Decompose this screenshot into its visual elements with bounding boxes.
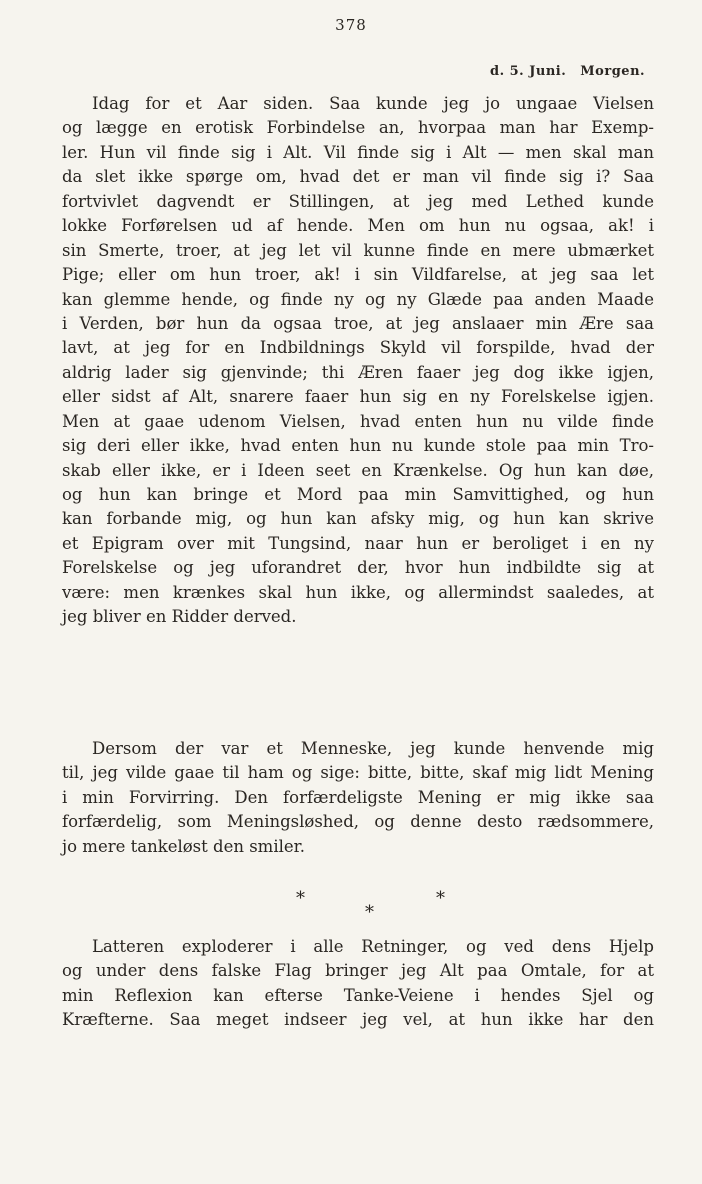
text-line: Men at gaae udenom Vielsen, hvad enten hun nu vilde finde	[62, 411, 654, 431]
text-line: lavt, at jeg for en Indbildnings Skyld vil forspilde, hvad der	[62, 338, 654, 358]
text-line: i min Forvirring. Den forfærdeligste Mening er mig ikke saa	[62, 787, 654, 807]
text-line: jo mere tankeløst den smiler.	[62, 836, 305, 856]
text-line: kan glemme hende, og finde ny og ny Glæde paa anden Maade	[62, 289, 654, 309]
text-line: Forelskelse og jeg uforandret der, hvor hun indbildte sig at	[62, 558, 654, 578]
text-line: Dersom der var et Menneske, jeg kunde henvende mig	[92, 739, 654, 758]
paragraph-2	[62, 737, 654, 859]
text-line: fortvivlet dagvendt er Stillingen, at jeg med Lethed kunde	[62, 191, 654, 211]
text-line: Kræfterne. Saa meget indseer jeg vel, at hun ikke har den	[62, 1010, 654, 1030]
asterism-star-bottom: *	[365, 902, 374, 923]
asterism-separator	[0, 888, 702, 928]
text-line: jeg bliver en Ridder derved.	[62, 607, 297, 627]
text-line: til, jeg vilde gaae til ham og sige: bitte, bitte, skaf mig lidt Mening	[62, 763, 654, 783]
asterism-star-right: *	[436, 888, 445, 909]
text-line: Pige; eller om hun troer, ak! i sin Vildfarelse, at jeg saa let	[62, 265, 654, 285]
text-line: Latteren exploderer i alle Retninger, og ved dens Hjelp	[92, 937, 654, 956]
page-number: 378	[335, 16, 367, 34]
text-line: Idag for et Aar siden. Saa kunde jeg jo ungaae Vielsen	[92, 94, 654, 113]
text-line: skab eller ikke, er i Ideen seet en Krænkelse. Og hun kan døe,	[62, 460, 654, 480]
text-line: ler. Hun vil finde sig i Alt. Vil finde sig i Alt — men skal man	[62, 142, 654, 162]
text-line: sin Smerte, troer, at jeg let vil kunne finde en mere ubmærket	[62, 240, 654, 260]
text-line: og lægge en erotisk Forbindelse an, hvorpaa man har Exemp-	[62, 118, 654, 138]
text-line: da slet ikke spørge om, hvad det er man vil finde sig i? Saa	[62, 167, 654, 187]
paragraph-3	[62, 935, 654, 1033]
paragraph-1	[62, 92, 654, 630]
running-head-section: Morgen.	[580, 64, 646, 79]
text-line: sig deri eller ikke, hvad enten hun nu kunde stole paa min Tro-	[62, 436, 654, 456]
text-line: i Verden, bør hun da ogsaa troe, at jeg anslaaer min Ære saa	[62, 313, 654, 333]
text-line: kan forbande mig, og hun kan afsky mig, og hun kan skrive	[62, 509, 654, 529]
text-line: et Epigram over mit Tungsind, naar hun er beroliget i en ny	[62, 533, 654, 553]
text-line: og under dens falske Flag bringer jeg Alt paa Omtale, for at	[62, 961, 654, 981]
text-line: aldrig lader sig gjenvinde; thi Æren faaer jeg dog ikke igjen,	[62, 362, 654, 382]
running-head-date: d. 5. Juni.	[490, 64, 567, 79]
text-line: være: men krænkes skal hun ikke, og allermindst saaledes, at	[62, 582, 654, 602]
text-line: og hun kan bringe et Mord paa min Samvittighed, og hun	[62, 485, 654, 504]
text-line: forfærdelig, som Meningsløshed, og denne desto rædsommere,	[62, 812, 654, 832]
text-line: eller sidst af Alt, snarere faaer hun sig en ny Forelskelse igjen.	[62, 387, 654, 407]
asterism-star-left: *	[296, 888, 305, 909]
text-line: lokke Forførelsen ud af hende. Men om hun nu ogsaa, ak! i	[62, 216, 654, 236]
running-head	[490, 64, 652, 79]
text-line: min Reflexion kan efterse Tanke-Veiene i hendes Sjel og	[62, 985, 654, 1005]
